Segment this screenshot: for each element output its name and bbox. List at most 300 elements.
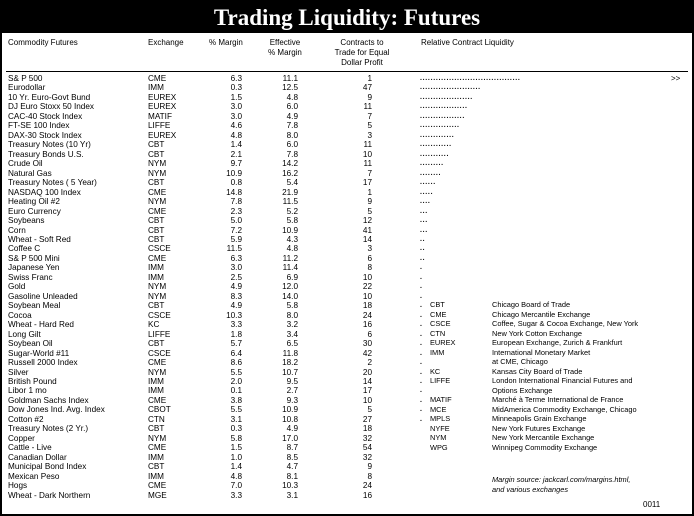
table-row bbox=[2, 150, 692, 159]
contracts-value: 7 bbox=[367, 111, 372, 121]
exchange-code: CBT bbox=[148, 234, 165, 244]
legend-code: LIFFE bbox=[430, 376, 451, 385]
exchange-code: CME bbox=[148, 481, 167, 491]
commodity-name: British Pound bbox=[8, 377, 57, 386]
contracts-value: 12 bbox=[362, 216, 372, 226]
commodity-name: Sugar-World #11 bbox=[8, 348, 70, 358]
exchange-code: EUREX bbox=[148, 92, 177, 102]
contracts-value: 17 bbox=[362, 178, 372, 188]
table-row bbox=[2, 282, 692, 291]
commodity-name: DJ Euro Stoxx 50 Index bbox=[8, 102, 95, 112]
contracts-value: 6 bbox=[367, 253, 372, 263]
legend-item bbox=[430, 310, 690, 320]
commodity-name: Russell 2000 Index bbox=[8, 358, 78, 368]
table-row bbox=[2, 207, 692, 216]
legend-code: WPG bbox=[430, 442, 448, 452]
liquidity-bar: . bbox=[420, 273, 423, 281]
effective-margin-value: 4.7 bbox=[286, 462, 298, 472]
exchange-code: CME bbox=[148, 253, 167, 263]
table-row bbox=[2, 462, 692, 471]
exchange-code: CBOT bbox=[148, 405, 171, 415]
effective-margin-value: 8.1 bbox=[286, 471, 298, 481]
effective-margin-value: 11.2 bbox=[282, 253, 298, 263]
exchange-code: KC bbox=[148, 320, 160, 330]
margin-value: 1.8 bbox=[230, 329, 242, 339]
exchange-code: CSCE bbox=[148, 244, 171, 254]
margin-value: 14.8 bbox=[226, 187, 242, 197]
margin-value: 5.8 bbox=[230, 433, 242, 443]
margin-value: 6.3 bbox=[230, 74, 242, 83]
effective-margin-value: 5.4 bbox=[286, 178, 298, 188]
exchange-code: EUREX bbox=[148, 102, 177, 112]
liquidity-bar: ... bbox=[420, 217, 428, 225]
margin-value: 10.3 bbox=[226, 310, 242, 320]
margin-value: 1.0 bbox=[230, 452, 242, 462]
contracts-value: 24 bbox=[362, 481, 372, 491]
header-commodity: Commodity Futures bbox=[8, 38, 78, 47]
commodity-name: Heating Oil #2 bbox=[8, 197, 60, 207]
contracts-value: 14 bbox=[362, 234, 372, 244]
table-row bbox=[2, 131, 692, 140]
legend-description: Options Exchange bbox=[492, 385, 553, 395]
contracts-value: 10 bbox=[362, 149, 372, 159]
contracts-value: 10 bbox=[362, 395, 372, 405]
commodity-name: Swiss Franc bbox=[8, 272, 53, 282]
margin-value: 3.3 bbox=[230, 320, 242, 330]
legend-description: International Monetary Market bbox=[492, 347, 591, 357]
commodity-name: Coffee C bbox=[8, 244, 41, 254]
exchange-code: NYM bbox=[148, 159, 167, 169]
margin-value: 4.8 bbox=[230, 471, 242, 481]
contracts-value: 6 bbox=[367, 329, 372, 339]
exchange-code: CME bbox=[148, 74, 167, 83]
table-row bbox=[2, 74, 692, 83]
exchange-code: IMM bbox=[148, 263, 164, 273]
table-row bbox=[2, 159, 692, 168]
commodity-name: Copper bbox=[8, 433, 35, 443]
liquidity-bar: ......... bbox=[420, 160, 444, 168]
exchange-code: CBT bbox=[148, 462, 165, 472]
contracts-value: 8 bbox=[367, 471, 372, 481]
exchange-code: CME bbox=[148, 206, 167, 216]
margin-value: 4.8 bbox=[230, 130, 242, 140]
header-margin: % Margin bbox=[209, 38, 243, 47]
contracts-value: 54 bbox=[362, 443, 372, 453]
contracts-value: 3 bbox=[367, 130, 372, 140]
margin-value: 0.8 bbox=[230, 178, 242, 188]
legend-item bbox=[430, 414, 690, 424]
margin-value: 2.3 bbox=[230, 206, 242, 216]
liquidity-bar: .. bbox=[420, 245, 426, 253]
exchange-code: CBT bbox=[148, 424, 165, 434]
legend-code: CME bbox=[430, 309, 447, 319]
effective-margin-value: 17.0 bbox=[282, 433, 298, 443]
liquidity-bar: ....................... bbox=[420, 84, 481, 92]
commodity-name: Soybeans bbox=[8, 216, 45, 226]
legend-item bbox=[430, 367, 690, 377]
commodity-name: Treasury Notes ( 5 Year) bbox=[8, 178, 97, 188]
commodity-name: S& P 500 bbox=[8, 74, 43, 83]
contracts-value: 2 bbox=[367, 358, 372, 368]
exchange-code: MGE bbox=[148, 490, 167, 500]
margin-value: 6.4 bbox=[230, 348, 242, 358]
commodity-name: Cotton #2 bbox=[8, 414, 44, 424]
table-row bbox=[2, 112, 692, 121]
legend-code: MCE bbox=[430, 404, 447, 414]
effective-margin-value: 8.7 bbox=[286, 443, 298, 453]
margin-value: 5.7 bbox=[230, 339, 242, 349]
liquidity-bar: . bbox=[420, 368, 423, 376]
liquidity-bar: ............... bbox=[420, 122, 460, 130]
legend-code: NYM bbox=[430, 433, 447, 442]
margin-value: 8.3 bbox=[230, 291, 242, 301]
liquidity-bar: . bbox=[420, 349, 423, 357]
exchange-code: CSCE bbox=[148, 310, 171, 320]
contracts-value: 11 bbox=[363, 159, 372, 169]
effective-margin-value: 11.1 bbox=[282, 74, 298, 83]
exchange-code: CBT bbox=[148, 178, 165, 188]
liquidity-bar: . bbox=[420, 340, 423, 348]
liquidity-bar: . bbox=[420, 406, 423, 414]
effective-margin-value: 5.8 bbox=[286, 301, 298, 311]
commodity-name: Canadian Dollar bbox=[8, 452, 67, 462]
table-row bbox=[2, 235, 692, 244]
page-title: Trading Liquidity: Futures bbox=[2, 2, 692, 33]
contracts-value: 8 bbox=[367, 263, 372, 273]
contracts-value: 9 bbox=[367, 197, 372, 207]
table-row bbox=[2, 244, 692, 253]
effective-margin-value: 11.8 bbox=[282, 348, 298, 358]
liquidity-bar: ... bbox=[420, 226, 428, 234]
commodity-name: Corn bbox=[8, 225, 26, 235]
commodity-name: Cocoa bbox=[8, 310, 32, 320]
contracts-value: 5 bbox=[367, 206, 372, 216]
contracts-value: 5 bbox=[367, 121, 372, 131]
margin-value: 3.0 bbox=[230, 263, 242, 273]
margin-value: 9.7 bbox=[230, 159, 242, 169]
margin-value: 0.1 bbox=[230, 386, 242, 396]
effective-margin-value: 5.8 bbox=[286, 216, 298, 226]
liquidity-bar: . bbox=[420, 311, 423, 319]
exchange-code: LIFFE bbox=[148, 329, 171, 339]
effective-margin-value: 7.8 bbox=[286, 149, 298, 159]
liquidity-bar: . bbox=[420, 330, 423, 338]
contracts-value: 16 bbox=[362, 320, 372, 330]
liquidity-bar: . bbox=[420, 264, 423, 272]
header-exchange: Exchange bbox=[148, 38, 184, 47]
legend-description: Kansas City Board of Trade bbox=[492, 366, 583, 376]
margin-source-note bbox=[492, 475, 630, 495]
legend-description: Winnipeg Commodity Exchange bbox=[492, 442, 598, 452]
legend-description: MidAmerica Commodity Exchange, Chicago bbox=[492, 404, 637, 414]
exchange-code: MATIF bbox=[148, 111, 172, 121]
commodity-name: Long Gilt bbox=[8, 329, 41, 339]
legend-description: Chicago Board of Trade bbox=[492, 300, 571, 309]
table-row bbox=[2, 83, 692, 92]
margin-value: 2.1 bbox=[230, 149, 242, 159]
legend-description: Coffee, Sugar & Cocoa Exchange, New York bbox=[492, 319, 639, 328]
legend-code: MATIF bbox=[430, 395, 452, 404]
exchange-code: IMM bbox=[148, 452, 164, 462]
legend-code: IMM bbox=[430, 347, 445, 357]
header-effective-margin: Effective % Margin bbox=[268, 38, 302, 57]
effective-margin-value: 10.9 bbox=[282, 405, 298, 415]
effective-margin-value: 9.5 bbox=[286, 377, 298, 386]
exchange-code: IMM bbox=[148, 386, 164, 396]
effective-margin-value: 9.3 bbox=[286, 395, 298, 405]
commodity-name: Libor 1 mo bbox=[8, 386, 47, 396]
commodity-name: Dow Jones Ind. Avg. Index bbox=[8, 405, 105, 415]
legend-item bbox=[430, 424, 690, 434]
legend-code: CTN bbox=[430, 328, 446, 338]
effective-margin-value: 21.9 bbox=[282, 187, 298, 197]
contracts-value: 41 bbox=[362, 225, 372, 235]
effective-margin-value: 3.4 bbox=[286, 329, 298, 339]
commodity-name: FT-SE 100 Index bbox=[8, 121, 70, 131]
commodity-name: Gasoline Unleaded bbox=[8, 291, 78, 301]
commodity-name: NASDAQ 100 Index bbox=[8, 187, 81, 197]
effective-margin-value: 8.0 bbox=[286, 310, 298, 320]
contracts-value: 1 bbox=[367, 74, 372, 83]
legend-code: NYFE bbox=[430, 423, 450, 433]
effective-margin-value: 4.9 bbox=[286, 424, 298, 434]
effective-margin-value: 14.0 bbox=[282, 291, 298, 301]
source-line-2: and various exchanges bbox=[492, 485, 569, 494]
table-row bbox=[2, 197, 692, 206]
exchange-code: CBT bbox=[148, 149, 165, 159]
commodity-name: Treasury Notes (10 Yr) bbox=[8, 140, 91, 150]
exchange-code: CBT bbox=[148, 339, 165, 349]
commodity-name: S& P 500 Mini bbox=[8, 253, 60, 263]
exchange-code: NYM bbox=[148, 433, 167, 443]
liquidity-bar: .................... bbox=[420, 93, 473, 101]
commodity-name: 10 Yr. Euro-Govt Bund bbox=[8, 92, 91, 102]
liquidity-bar: .. bbox=[420, 254, 426, 262]
commodity-name: Natural Gas bbox=[8, 168, 52, 178]
effective-margin-value: 16.2 bbox=[282, 168, 298, 178]
liquidity-overflow-marker: >> bbox=[671, 74, 681, 83]
margin-value: 4.9 bbox=[230, 282, 242, 292]
table-row bbox=[2, 216, 692, 225]
margin-value: 7.8 bbox=[230, 197, 242, 207]
liquidity-bar: ... bbox=[420, 207, 428, 215]
margin-value: 0.3 bbox=[230, 83, 242, 93]
legend-item bbox=[430, 376, 690, 386]
margin-value: 5.5 bbox=[230, 367, 242, 377]
exchange-code: CBT bbox=[148, 140, 165, 150]
legend-description: Minneapolis Grain Exchange bbox=[492, 414, 587, 423]
commodity-name: Japanese Yen bbox=[8, 263, 60, 273]
contracts-value: 32 bbox=[362, 433, 372, 443]
table-row bbox=[2, 226, 692, 235]
contracts-value: 10 bbox=[362, 291, 372, 301]
legend-description: at CME, Chicago bbox=[492, 357, 548, 366]
commodity-name: DAX-30 Stock Index bbox=[8, 130, 82, 140]
commodity-name: Treasury Bonds U.S. bbox=[8, 149, 84, 159]
contracts-value: 9 bbox=[367, 462, 372, 472]
liquidity-bar: . bbox=[420, 396, 423, 404]
commodity-name: Soybean Meal bbox=[8, 301, 61, 311]
commodity-name: Eurodollar bbox=[8, 83, 46, 93]
margin-value: 3.0 bbox=[230, 111, 242, 121]
margin-value: 5.5 bbox=[230, 405, 242, 415]
exchange-code: NYM bbox=[148, 168, 167, 178]
legend-description: Marché à Terme International de France bbox=[492, 395, 624, 404]
exchange-code: IMM bbox=[148, 377, 164, 386]
table-row bbox=[2, 93, 692, 102]
margin-value: 3.0 bbox=[230, 102, 242, 112]
liquidity-bar: .................. bbox=[420, 103, 468, 111]
liquidity-bar: .. bbox=[420, 235, 426, 243]
contracts-value: 9 bbox=[367, 92, 372, 102]
exchange-code: CBT bbox=[148, 225, 165, 235]
legend-item bbox=[430, 300, 690, 310]
margin-value: 0.3 bbox=[230, 424, 242, 434]
legend-code: MPLS bbox=[430, 414, 451, 423]
effective-margin-value: 10.3 bbox=[282, 481, 298, 491]
table-row bbox=[2, 140, 692, 149]
contracts-value: 22 bbox=[362, 282, 372, 292]
effective-margin-value: 3.2 bbox=[286, 320, 298, 330]
effective-margin-value: 11.5 bbox=[282, 197, 298, 207]
margin-value: 3.1 bbox=[230, 414, 242, 424]
margin-value: 11.5 bbox=[226, 244, 242, 254]
contracts-value: 24 bbox=[362, 310, 372, 320]
table-row bbox=[2, 121, 692, 130]
effective-margin-value: 4.9 bbox=[286, 111, 298, 121]
contracts-value: 11 bbox=[363, 102, 372, 112]
commodity-name: Hogs bbox=[8, 481, 28, 491]
effective-margin-value: 12.0 bbox=[282, 282, 298, 292]
margin-value: 4.6 bbox=[230, 121, 242, 131]
margin-value: 1.5 bbox=[230, 443, 242, 453]
margin-value: 4.9 bbox=[230, 301, 242, 311]
commodity-name: Crude Oil bbox=[8, 159, 43, 169]
liquidity-bar: ................. bbox=[420, 112, 465, 120]
effective-margin-value: 12.5 bbox=[282, 83, 298, 93]
commodity-name: Treasury Notes (2 Yr.) bbox=[8, 424, 89, 434]
effective-margin-value: 5.2 bbox=[286, 206, 298, 216]
contracts-value: 16 bbox=[362, 490, 372, 500]
exchange-code: LIFFE bbox=[148, 121, 171, 131]
margin-value: 3.3 bbox=[230, 490, 242, 500]
contracts-value: 17 bbox=[362, 386, 372, 396]
contracts-value: 11 bbox=[363, 140, 372, 150]
commodity-name: CAC-40 Stock Index bbox=[8, 111, 83, 121]
margin-value: 2.0 bbox=[230, 377, 242, 386]
liquidity-bar: . bbox=[420, 378, 423, 385]
contracts-value: 5 bbox=[367, 405, 372, 415]
exchange-code: CBT bbox=[148, 301, 165, 311]
legend-item bbox=[430, 348, 690, 358]
effective-margin-value: 4.8 bbox=[286, 244, 298, 254]
liquidity-bar: ............ bbox=[420, 141, 452, 149]
commodity-name: Municipal Bond Index bbox=[8, 462, 87, 472]
contracts-value: 42 bbox=[362, 348, 372, 358]
table-row bbox=[2, 188, 692, 197]
exchange-code: IMM bbox=[148, 272, 164, 282]
liquidity-bar: ...... bbox=[420, 179, 436, 187]
commodity-name: Wheat - Dark Northern bbox=[8, 490, 91, 500]
effective-margin-value: 11.4 bbox=[282, 263, 298, 273]
contracts-value: 3 bbox=[367, 244, 372, 254]
legend-description: European Exchange, Zurich & Frankfurt bbox=[492, 338, 623, 347]
liquidity-bar: ............. bbox=[420, 131, 455, 139]
contracts-value: 18 bbox=[362, 301, 372, 311]
margin-value: 5.0 bbox=[230, 216, 242, 226]
table-row bbox=[2, 453, 692, 462]
legend-item bbox=[430, 329, 690, 339]
commodity-name: Euro Currency bbox=[8, 206, 61, 216]
effective-margin-value: 6.0 bbox=[286, 102, 298, 112]
exchange-code: EUREX bbox=[148, 130, 177, 140]
legend-item bbox=[430, 357, 690, 367]
exchange-code: NYM bbox=[148, 197, 167, 207]
exchange-code: CSCE bbox=[148, 348, 171, 358]
legend-description: New York Mercantile Exchange bbox=[492, 433, 595, 442]
commodity-name: Goldman Sachs Index bbox=[8, 395, 89, 405]
effective-margin-value: 10.8 bbox=[282, 414, 298, 424]
exchange-code: NYM bbox=[148, 282, 167, 292]
commodity-name: Soybean Oil bbox=[8, 339, 53, 349]
liquidity-bar: . bbox=[420, 387, 423, 395]
liquidity-bar: . bbox=[420, 321, 423, 329]
legend-item bbox=[430, 433, 690, 443]
margin-value: 2.5 bbox=[230, 272, 242, 282]
legend-code: CSCE bbox=[430, 319, 451, 328]
liquidity-bar: ...................................... bbox=[420, 75, 521, 82]
effective-margin-value: 10.7 bbox=[282, 367, 298, 377]
figure-code: 0011 bbox=[643, 500, 661, 509]
contracts-value: 1 bbox=[367, 187, 372, 197]
liquidity-bar: . bbox=[420, 415, 423, 423]
legend-description: Chicago Mercantile Exchange bbox=[492, 309, 591, 319]
effective-margin-value: 7.8 bbox=[286, 121, 298, 131]
header-liquidity: Relative Contract Liquidity bbox=[421, 38, 514, 47]
liquidity-bar: ..... bbox=[420, 188, 434, 196]
effective-margin-value: 10.9 bbox=[282, 225, 298, 235]
liquidity-bar: . bbox=[420, 292, 423, 300]
effective-margin-value: 6.5 bbox=[286, 339, 298, 349]
table-row bbox=[2, 263, 692, 272]
legend-item bbox=[430, 443, 690, 453]
table-row bbox=[2, 102, 692, 111]
exchange-code: NYM bbox=[148, 367, 167, 377]
margin-value: 7.2 bbox=[230, 225, 242, 235]
margin-value: 8.6 bbox=[230, 358, 242, 368]
table-row bbox=[2, 273, 692, 282]
margin-value: 1.4 bbox=[230, 140, 242, 150]
contracts-value: 47 bbox=[362, 83, 372, 93]
effective-margin-value: 2.7 bbox=[286, 386, 298, 396]
margin-value: 1.4 bbox=[230, 462, 242, 472]
contracts-value: 32 bbox=[362, 452, 372, 462]
liquidity-bar: ........ bbox=[420, 169, 442, 177]
exchange-code: CME bbox=[148, 443, 167, 453]
effective-margin-value: 8.0 bbox=[286, 130, 298, 140]
header-divider bbox=[6, 71, 688, 72]
margin-value: 1.5 bbox=[230, 92, 242, 102]
liquidity-bar: ........... bbox=[420, 150, 450, 158]
legend-description: New York Futures Exchange bbox=[492, 423, 586, 433]
legend-code: CBT bbox=[430, 300, 445, 309]
source-line-1: Margin source: jackcarl.com/margins.html, bbox=[492, 475, 631, 484]
contracts-value: 10 bbox=[362, 272, 372, 282]
margin-value: 6.3 bbox=[230, 253, 242, 263]
margin-value: 7.0 bbox=[230, 481, 242, 491]
contracts-value: 20 bbox=[362, 367, 372, 377]
legend-item bbox=[430, 405, 690, 415]
